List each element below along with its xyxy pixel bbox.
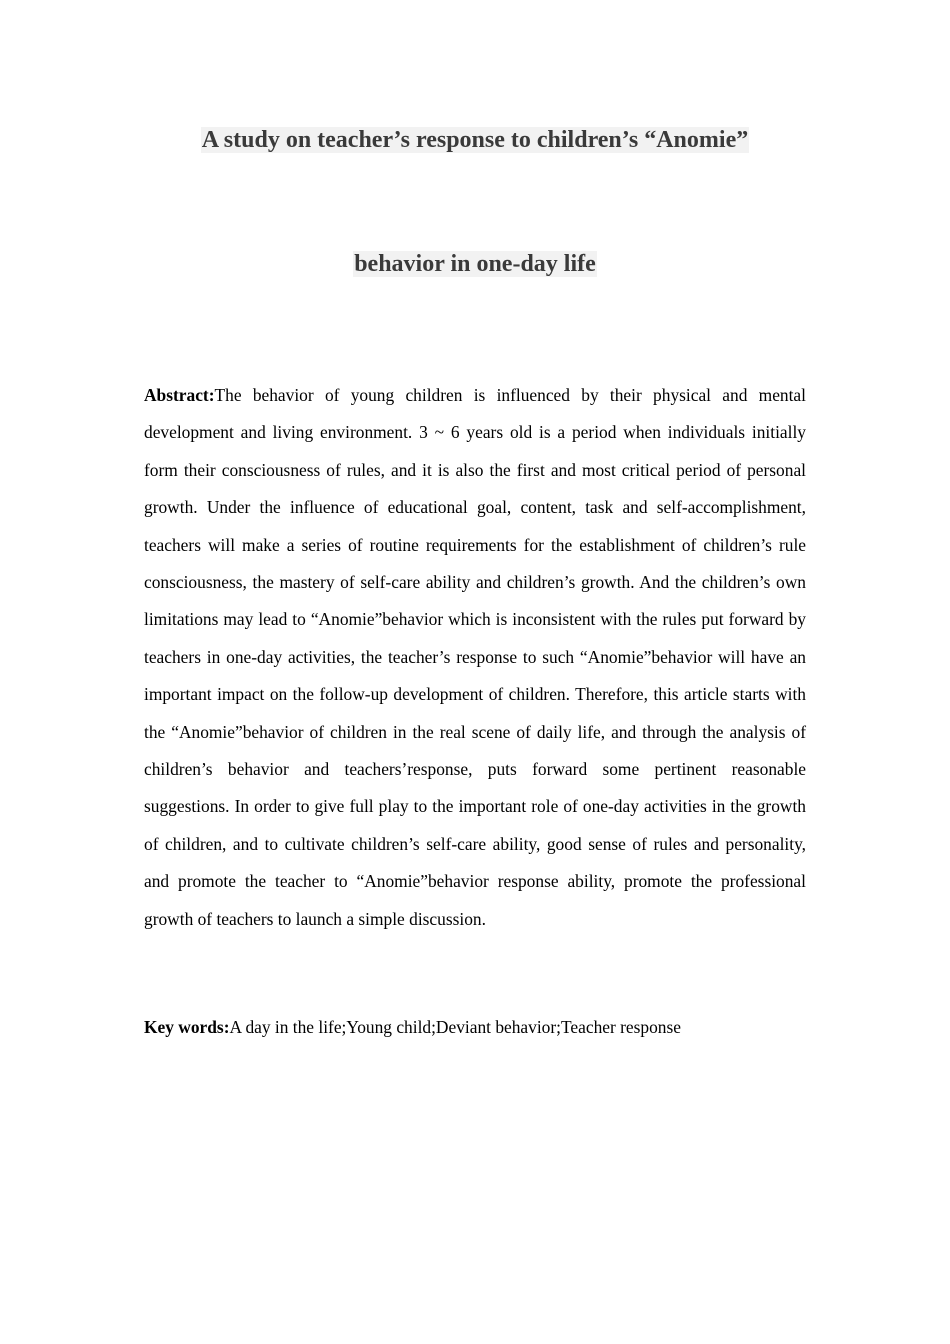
- keywords-paragraph: [144, 1009, 844, 1046]
- title-line-2: [0, 249, 950, 279]
- keywords-label: Key words:: [144, 1017, 230, 1037]
- title-text-1: A study on teacher’s response to children’s “Anomie”: [201, 127, 749, 153]
- title-line-1: [0, 125, 950, 155]
- keywords-text: A day in the life;Young child;Deviant behavior;Teacher response: [229, 1017, 681, 1037]
- abstract-label: Abstract:: [144, 385, 215, 405]
- abstract-paragraph: [144, 377, 806, 938]
- abstract-text: The behavior of young children is influenced by their physical and mental development and living environment. 3 ~ 6 years old is a period when individuals initially form their consciousness of rules, and it is also the first and most critical period of personal growth. Under the influence of educational goal, content, task and self-accomplishment, teachers will make a series of routine requirements for the establishment of children’s rule consciousness, the mastery of self-care ability and children’s growth. And the children’s own limitations may lead to “Anomie”behavior which is inconsistent with the rules put forward by teachers in one-day activities, the teacher’s response to such “Anomie”behavior will have an important impact on the follow-up development of children. Therefore, this article starts with the “Anomie”behavior of children in the real scene of daily life, and through the analysis of children’s behavior and teachers’response, puts forward some pertinent reasonable suggestions. In order to give full play to the important role of one-day activities in the growth of children, and to cultivate children’s self-care ability, good sense of rules and personality, and promote the teacher to “Anomie”behavior response ability, promote the professional growth of teachers to launch a simple discussion.: [144, 385, 806, 929]
- title-text-2: behavior in one-day life: [354, 251, 596, 277]
